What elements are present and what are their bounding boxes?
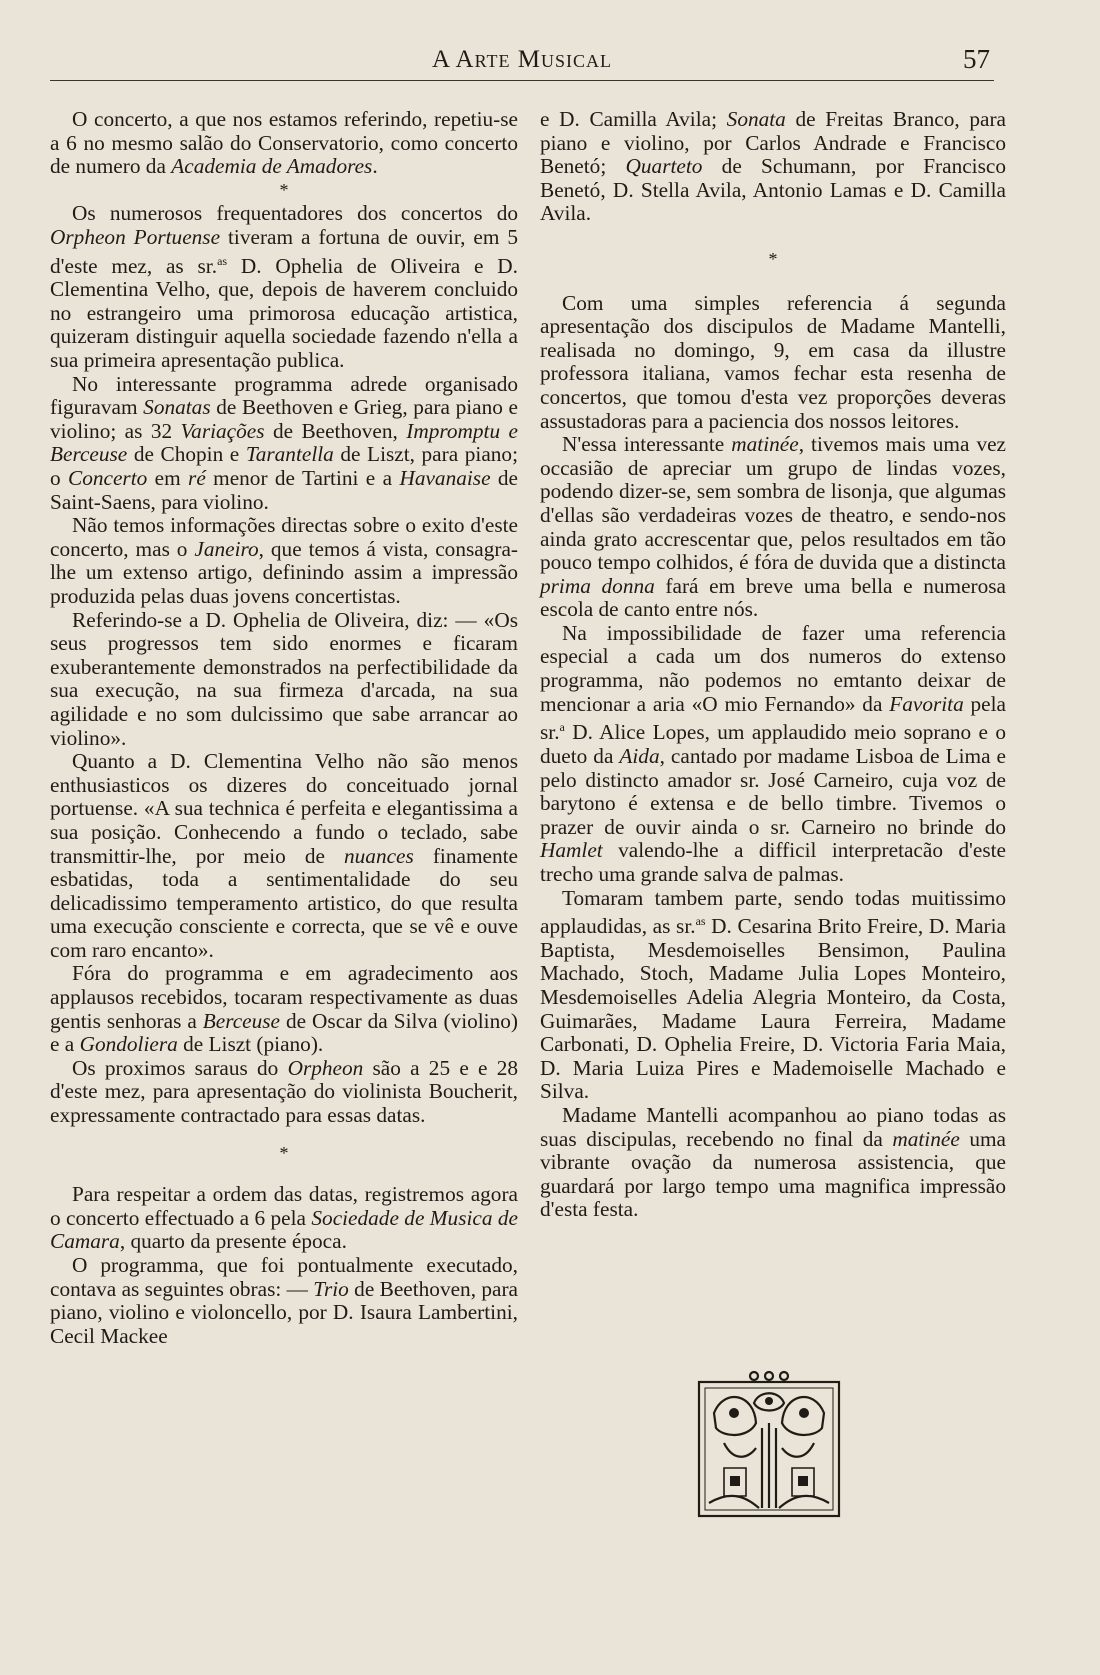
paragraph: O programma, que foi pontualmente executado, contava as seguintes obras: — Trio de Beethoven, para piano, violino e violoncello, por D. Isaura Lambertini, Cecil Mackee (50, 1253, 519, 1348)
paragraph: No interessante programma adrede organisado figuravam Sonatas de Beethoven e Grieg, para piano e violino; as 32 Variações de Beethoven, Impromptu e Berceuse de Chopin e Tarantella de Liszt, para piano; o Concerto em ré menor de Tartini e a Havanaise de Saint-Saens, para violino. (50, 371, 519, 514)
section-separator-asterisk: * (279, 1142, 289, 1163)
paragraph: Não temos informações directas sobre o exito d'este concerto, mas o Janeiro, que temos á vista, consagra-lhe um extenso artigo, definindo assim a impressão produzida pelas duas jovens concertistas. (50, 513, 518, 608)
running-header (50, 40, 994, 81)
paragraph: O concerto, a que nos estamos referindo, repetiu-se a 6 no mesmo salão do Conservatorio, como concerto de numero da Academia de Amadores. (50, 107, 518, 179)
floral-vignette-ornament-icon (694, 1368, 844, 1520)
page-number: 57 (963, 44, 990, 74)
paragraph: Para respeitar a ordem das datas, registremos agora o concerto effectuado a 6 pela Sociedade de Musica de Camara, quarto da presente época. (50, 1182, 518, 1254)
paragraph: Madame Mantelli acompanhou ao piano todas as suas discipulas, recebendo no final da matinée uma vibrante ovação da numerosa assistencia, que guardará por largo tempo uma magnifica impressão d'esta festa. (540, 1102, 1006, 1222)
paragraph: e D. Camilla Avila; Sonata de Freitas Branco, para piano e violino, por Carlos Andrade e Francisco Benetó; Quarteto de Schumann, por Francisco Benetó, D. Stella Avila, Antonio Lamas e D. Camilla Avila. (540, 107, 1006, 226)
paragraph: Referindo-se a D. Ophelia de Oliveira, diz: — «Os seus progressos tem sido enormes e ficaram exuberantemente demonstrados na perfectibilidade da sua execução, na sua firmeza d'arcada, na sua agilidade e no som dulcissimo que sabe arrancar ao violino». (50, 607, 518, 750)
paragraph: Os proximos saraus do Orpheon são a 25 e e 28 d'este mez, para apresentação do violinista Boucherit, expressamente contractado para essas datas. (50, 1055, 518, 1128)
section-separator-asterisk: * (279, 179, 289, 200)
section-separator-asterisk: * (768, 248, 778, 269)
paragraph: Os numerosos frequentadores dos concertos do Orpheon Portuense tiveram a fortuna de ouvir, em 5 d'este mez, as sr.$^{as}$ D. Ophelia de Oliveira e D. Clementina Velho, que, depois de haverem concluido no estrangeiro uma primorosa educação artistica, quizeram distinguir aquella sociedade fazendo n'ella a sua primeira apresentação publica. (50, 201, 519, 373)
paragraph: Fóra do programma e em agradecimento aos applausos recebidos, tocaram respectivamente as duas gentis senhoras a Berceuse de Oscar da Silva (violino) e a Gondoliera de Liszt (piano). (50, 961, 518, 1057)
left-column (50, 108, 518, 1348)
paragraph: Quanto a D. Clementina Velho não são menos enthusiasticos os dizeres do conceituado jornal portuense. «A sua technica é perfeita e elegantissima a sua posição. Conhecendo a fundo o teclado, sabe transmittir-lhe, por meio de nuances finamente esbatidas, toda a sentimentalidade do seu delicadissimo temperamento artistico, do que resulta uma execução consciente e correcta, que se vê e ouve com raro encanto». (50, 749, 518, 962)
paragraph: Com uma simples referencia á segunda apresentação dos discipulos de Madame Mantelli, realisada no domingo, 9, em casa da illustre professora italiana, vamos fechar esta resenha de concertos, que tomou d'esta vez proporções deveras assustadoras para a paciencia dos nossos leitores. (540, 290, 1006, 433)
paragraph: Na impossibilidade de fazer uma referencia especial a cada um dos numeros do extenso programma, não podemos no emtanto deixar de mencionar a aria «O mio Fernando» da Favorita pela sr.$^a$ D. Alice Lopes, um applaudido meio soprano e o dueto da Aida, cantado por madame Lisboa de Lima e pelo distincto amador sr. José Carneiro, cuja voz de barytono é extensa e de bello timbre. Tivemos o prazer de ouvir ainda o sr. Carneiro no brinde do Hamlet valendo-lhe a difficil interpretacão d'este trecho uma grande salva de palmas. (540, 620, 1007, 886)
journal-title: A Arte Musical (432, 46, 612, 73)
paragraph: Tomaram tambem parte, sendo todas muitissimo applaudidas, as sr.$^{as}$ D. Cesarina Brito Freire, D. Maria Baptista, Mesdemoiselles Bensimon, Paulina Machado, Stoch, Madame Julia Lopes Monteiro, Mesdemoiselles Adelia Alegria Monteiro, da Costa, Guimarães, Madame Laura Ferreira, Madame Carbonati, D. Ophelia Freire, D. Victoria Faria Maia, D. Maria Luiza Pires e Mademoiselle Machado e Silva. (540, 885, 1006, 1104)
right-column (540, 108, 1006, 1222)
paragraph: N'essa interessante matinée, tivemos mais uma vez occasião de apreciar um grupo de lindas vozes, podendo dizer-se, sem sombra de lisonja, que algumas d'ellas são verdadeiras vozes de theatro, e sendo-nos ainda grato accrescentar que, pelos resultados em tão pouco tempo colhidos, é fóra de duvida que a distincta prima donna fará em breve uma bella e numerosa escola de canto entre nós. (540, 432, 1006, 622)
